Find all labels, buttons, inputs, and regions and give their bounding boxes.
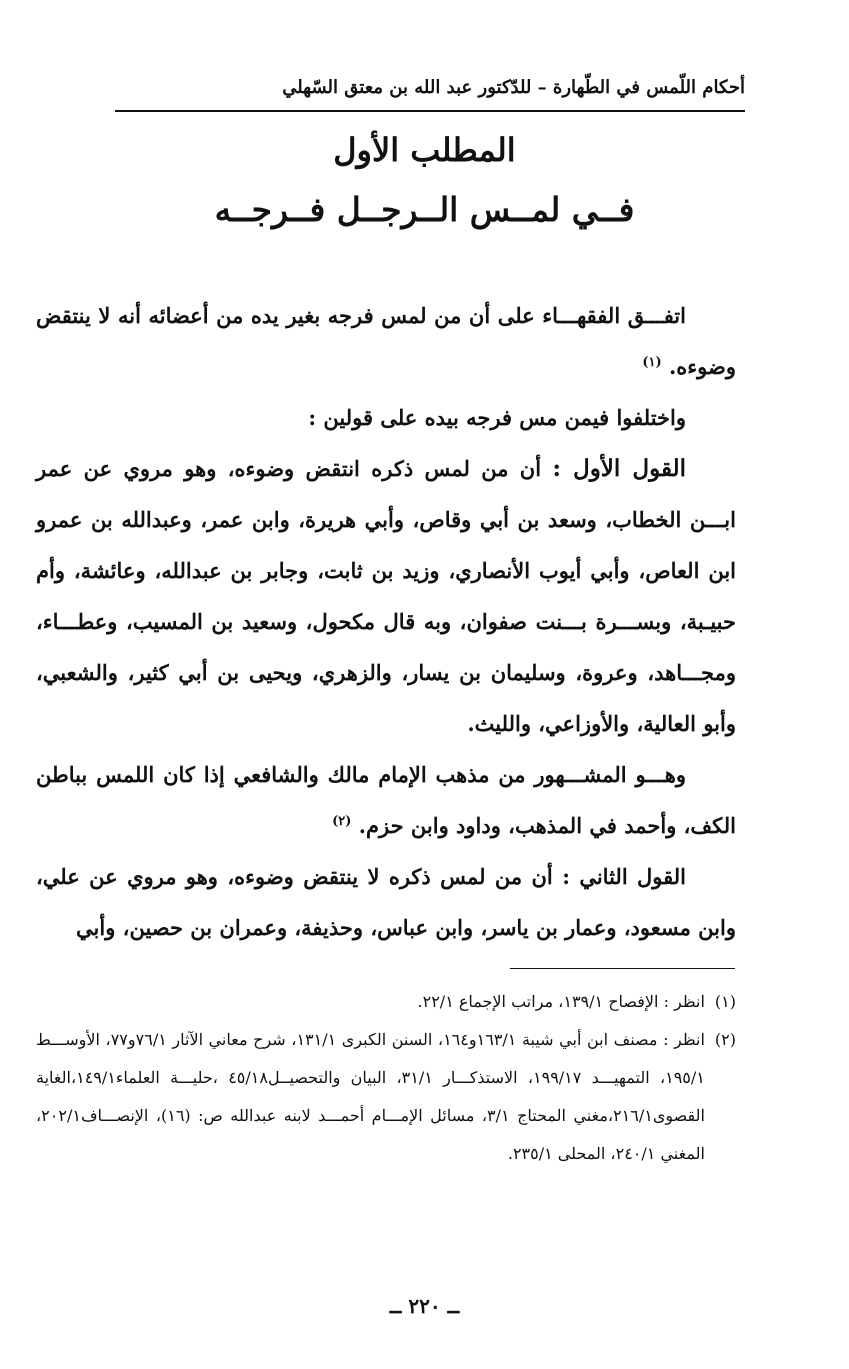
footnote-number: (٢) [714, 1030, 736, 1049]
paragraph-2-text: واختلفوا فيمن مس فرجه بيده على قولين : [308, 405, 686, 430]
body-text [36, 290, 736, 953]
running-header: أحكام اللّمس في الطّهارة – للدّكتور عبد الله بن معتق السّهلي [282, 77, 745, 98]
section-subtitle: فــي لمــس الــرجــل فــرجــه [214, 190, 635, 229]
second-opinion-label: القول الثاني : [562, 864, 687, 889]
paragraph-4 [36, 749, 736, 851]
footnote-ref-1: (١) [642, 355, 662, 370]
footnote-ref-2: (٢) [332, 814, 352, 829]
page-number: ــ ٢٢٠ ــ [389, 1294, 460, 1318]
first-opinion-label: القول الأول : [552, 455, 686, 482]
paragraph-1 [36, 290, 736, 392]
paragraph-2 [36, 392, 736, 443]
paragraph-4-text: وهـــو المشـــهور من مذهب الإمام مالك والشافعي إذا كان اللمس بباطن الكف، وأحمد في المذهب، وداود وابن حزم. [36, 762, 736, 838]
footnote-text: انظر : الإفصاح ١٣٩/١، مراتب الإجماع ٢٢/١. [417, 992, 705, 1011]
section-title: المطلب الأول [333, 131, 516, 169]
paragraph-3 [36, 443, 736, 749]
footnote-number: (١) [714, 992, 736, 1011]
footnote-1 [36, 983, 736, 1021]
footnote-separator [510, 968, 735, 969]
paragraph-5 [36, 851, 736, 953]
footnote-text: انظر : مصنف ابن أبي شيبة ١٦٣/١و١٦٤، السنن الكبرى ١٣١/١، شرح معاني الآثار ٧٦/١و٧٧، الأوســـط ١٩٥/١، التمهيـــد ١٩٩/١٧، الاستذكـــار ٣١/١، البيان والتحصيــل٤٥/١٨ ،حليـــة العلماء١٤٩/١،الغاية القصوى٢١٦/١،مغني المحتاج ٣/١، مسائل الإمـــام أحمـــد لابنه عبدالله ص: (١٦)، الإنصـــاف٢٠٢/١، المغني ٢٤٠/١، المحلى ٢٣٥/١. [36, 1030, 705, 1163]
header-rule [115, 110, 745, 112]
paragraph-5-text: أن من لمس ذكره لا ينتقض وضوءه، وهو مروي عن علي، وابن مسعود، وعمار بن ياسر، وابن عباس، وحذيفة، وعمران بن حصين، وأبي [36, 864, 736, 940]
footnotes [36, 983, 736, 1173]
paragraph-1-text: اتفـــق الفقهـــاء على أن من لمس فرجه بغير يده من أعضائه أنه لا ينتقض وضوءه. [36, 303, 736, 379]
footnote-2 [36, 1021, 736, 1173]
paragraph-3-text: أن من لمس ذكره انتقض وضوءه، وهو مروي عن عمر ابـــن الخطاب، وسعد بن أبي وقاص، وأبي هريرة، وابن عمر، وعبدالله بن عمرو ابن العاص، وأبي أيوب الأنصاري، وزيد بن ثابت، وجابر بن عبدالله، وعائشة، وأم حبيـبة، وبســـرة بـــنت صفوان، وبه قال مكحول، وسعيد بن المسيب، وعطـــاء، ومجـــاهد، وعروة، وسليمان بن يسار، والزهري، ويحيى بن أبي كثير، والشعبي، وأبو العالية، والأوزاعي، والليث. [36, 456, 736, 736]
